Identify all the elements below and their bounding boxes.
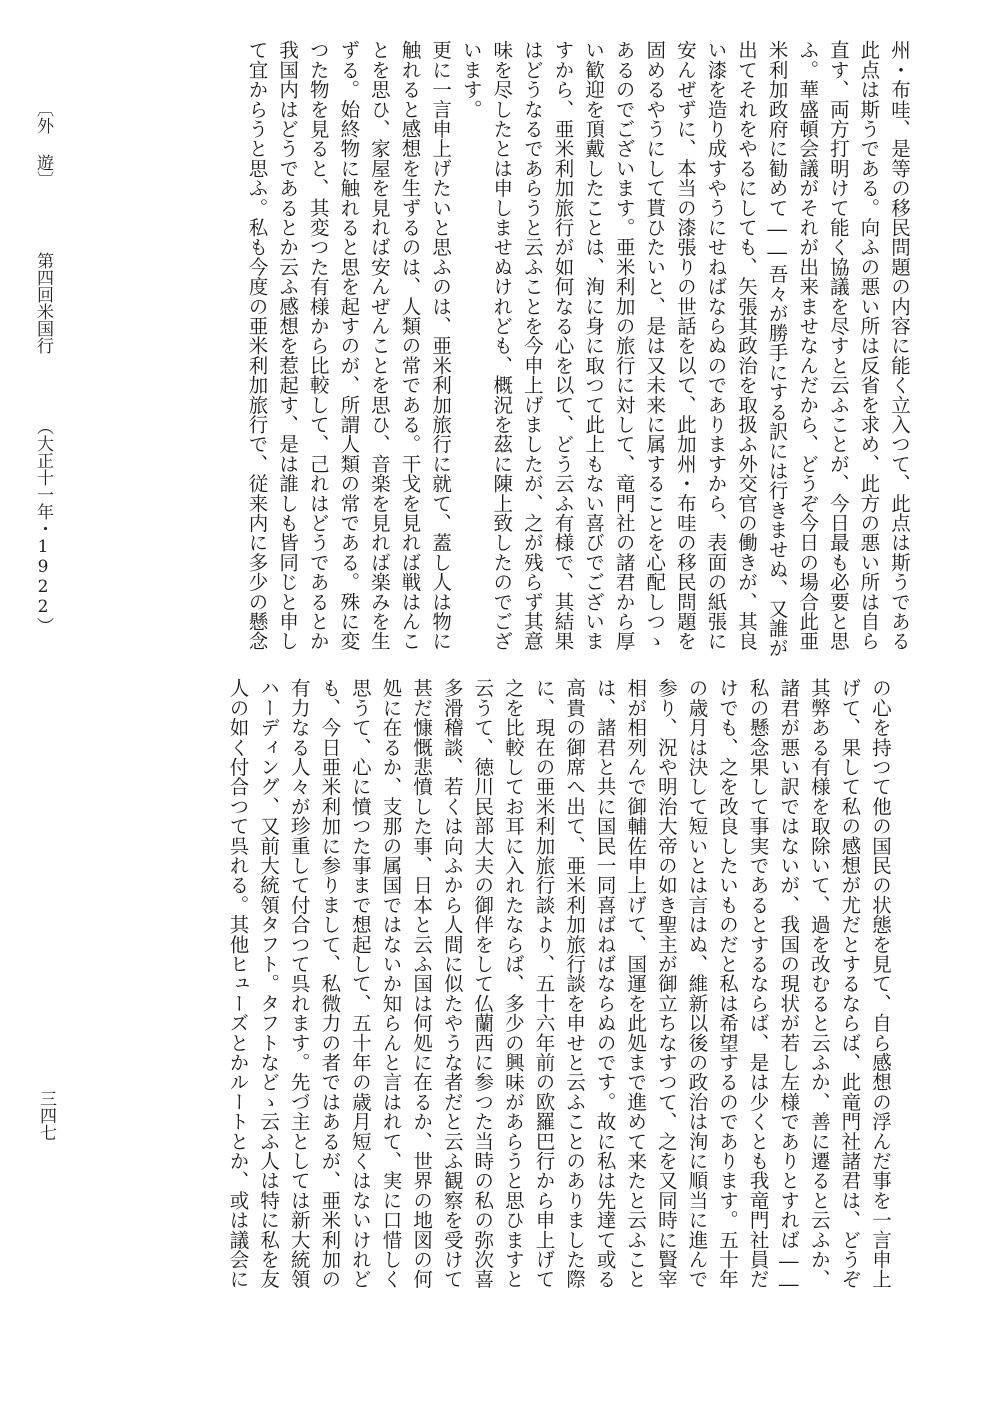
upper-text-block [80, 40, 914, 660]
text-column: 思うて、心に憤つた事まで想起して、五十年の歳月短くはないけれど [348, 678, 372, 1289]
text-column: 安んぜずに、本当の漆張りの世話を以て、此加州・布哇の移民問題を [673, 40, 697, 651]
text-column: 其弊ある有様を取除いて、過を改むると云ふか、善に遷ると云ふか、 [807, 678, 831, 1289]
text-column: 参り、況や明治大帝の如き聖主が御立ちなすつて、之を又同時に賢宰 [654, 678, 678, 1289]
text-column: ふ。華盛頓会議がそれが出来ませなんだから、どうぞ今日の場合此亜 [796, 40, 820, 651]
running-header [20, 100, 60, 700]
header-era: （大正十一年・1922） [33, 418, 53, 634]
text-column: い漆を造り成すやうにせねばならぬのでありますから、表面の紙張に [704, 40, 728, 651]
text-column: 人の如く付合つて呉れる。其他ヒューズとかルートとか、或は議会に [226, 678, 250, 1289]
header-chapter: 第四回米国行 [33, 252, 53, 354]
text-column: 相が相列んで御輔佐申上げて、国運を此処まで進めて来たと云ふこと [624, 678, 648, 1289]
text-column: 諸君が悪い訳ではないが、我国の現状が若し左様でありとすれば―― [777, 678, 801, 1296]
text-column: げて、果して私の感想が尤だとするならば、此竜門社諸君は、どうぞ [838, 678, 862, 1289]
text-column: ハーディング、又前大統領タフト。タフトなどゝ云ふ人は特に私を友 [257, 678, 281, 1289]
text-column: 固めるやうにして貰ひたいと、是は又未来に属することを心配しつゝ [643, 40, 667, 651]
text-column: 出てそれをやるにしても、矢張其政治を取扱ふ外交官の働きが、其良 [735, 40, 759, 651]
lower-text-block [101, 678, 895, 1300]
text-column: 之を比較してお耳に入れたならば、多少の興味があらうと思ひますと [501, 678, 525, 1289]
text-column: い歓迎を頂戴したことは、洵に身に取つて此上もない喜びでございま [582, 40, 606, 651]
header-section: 〔外 遊〕 [33, 100, 53, 188]
text-column: います。 [459, 40, 483, 119]
text-column: 触れると感想を生ずるのは、人類の常である。干戈を見れば戦はんこ [398, 40, 422, 651]
text-column: 処に在るか、支那の属国ではないか知らんと言はれて、実に口惜しく [379, 678, 403, 1289]
text-column: 多滑稽談、若くは向ふから人間に似たやうな者だと云ふ観察を受けて [440, 678, 464, 1289]
page-number: 三四七 [36, 1090, 56, 1141]
text-column: はどうなるであらうと云ふことを今申上げましたが、之が残らず其意 [520, 40, 544, 651]
text-column: 甚だ慷慨悲憤した事、日本と云ふ国は何処に在るか、世界の地図の何 [410, 678, 434, 1289]
text-column: 有力なる人々が珍重して付合つて呉れます。先づ主としては新大統領 [287, 678, 311, 1289]
text-column: て宜からうと思ふ。私も今度の亜米利加旅行で、従来内に多少の懸念 [245, 40, 269, 651]
text-column: 私の懸念果して事実であるとするならば、是は少くとも我竜門社員だ [746, 678, 770, 1289]
text-column: 直す、両方打明けて能く協議を尽すと云ふことが、今日最も必要と思 [826, 40, 850, 651]
text-column: すから、亜米利加旅行が如何なる心を以て、どう云ふ有様で、其結果 [551, 40, 575, 651]
text-column: つた物を見ると、其変つた有様から比較して、己れはどうであるとか [306, 40, 330, 651]
text-column: 州・布哇、是等の移民問題の内容に能く立入つて、此点は斯うである [888, 40, 911, 651]
text-column: 高貴の御席へ出て、亜米利加旅行談を申せと云ふことのありました際 [563, 678, 587, 1289]
text-column: 米利加政府に勧めて――吾々が勝手にする訳には行きませぬ、又誰が [765, 40, 789, 658]
text-column: 更に一言申上げたいと思ふのは、亜米利加旅行に就て、蓋し人は物に [429, 40, 453, 651]
text-column: の心を持つて他の国民の状態を見て、自ら感想の浮んだ事を一言申上 [869, 678, 892, 1289]
text-column: も、今日亜米利加に参りまして、私微力の者ではあるが、亜米利加の [318, 678, 342, 1289]
text-column: に、現在の亜米利加旅行談より、五十六年前の欧羅巴行から申上げて [532, 678, 556, 1289]
text-column: とを思ひ、家屋を見れば安んぜんことを思ひ、音楽を見れば楽みを生 [367, 40, 391, 651]
text-column: は、諸君と共に国民一同喜ばねばならぬのです。故に私は先達て或る [593, 678, 617, 1289]
text-column: けでも、之を改良したいものだと私は希望するのであります。五十年 [716, 678, 740, 1289]
text-column: 我国内はどうであるとか云ふ感想を惹起す、是は誰しも皆同じと申し [276, 40, 300, 651]
text-column: 云うて、徳川民部大夫の御伴をして仏蘭西に参つた当時の私の弥次喜 [471, 678, 495, 1289]
text-column: の歳月は決して短いとは言はぬ、維新以後の政治は洵に順当に進んで [685, 678, 709, 1289]
text-column: ずる。始終物に触れると思を起すのが、所謂人類の常である。殊に変 [337, 40, 361, 651]
text-column: あるのでございます。亜米利加の旅行に対して、竜門社の諸君から厚 [612, 40, 636, 651]
text-column: 味を尽したとは申しませぬけれども、概況を茲に陳上致したのでござ [490, 40, 514, 651]
text-column: 此点は斯うである。向ふの悪い所は反省を求め、此方の悪い所は自ら [857, 40, 881, 651]
